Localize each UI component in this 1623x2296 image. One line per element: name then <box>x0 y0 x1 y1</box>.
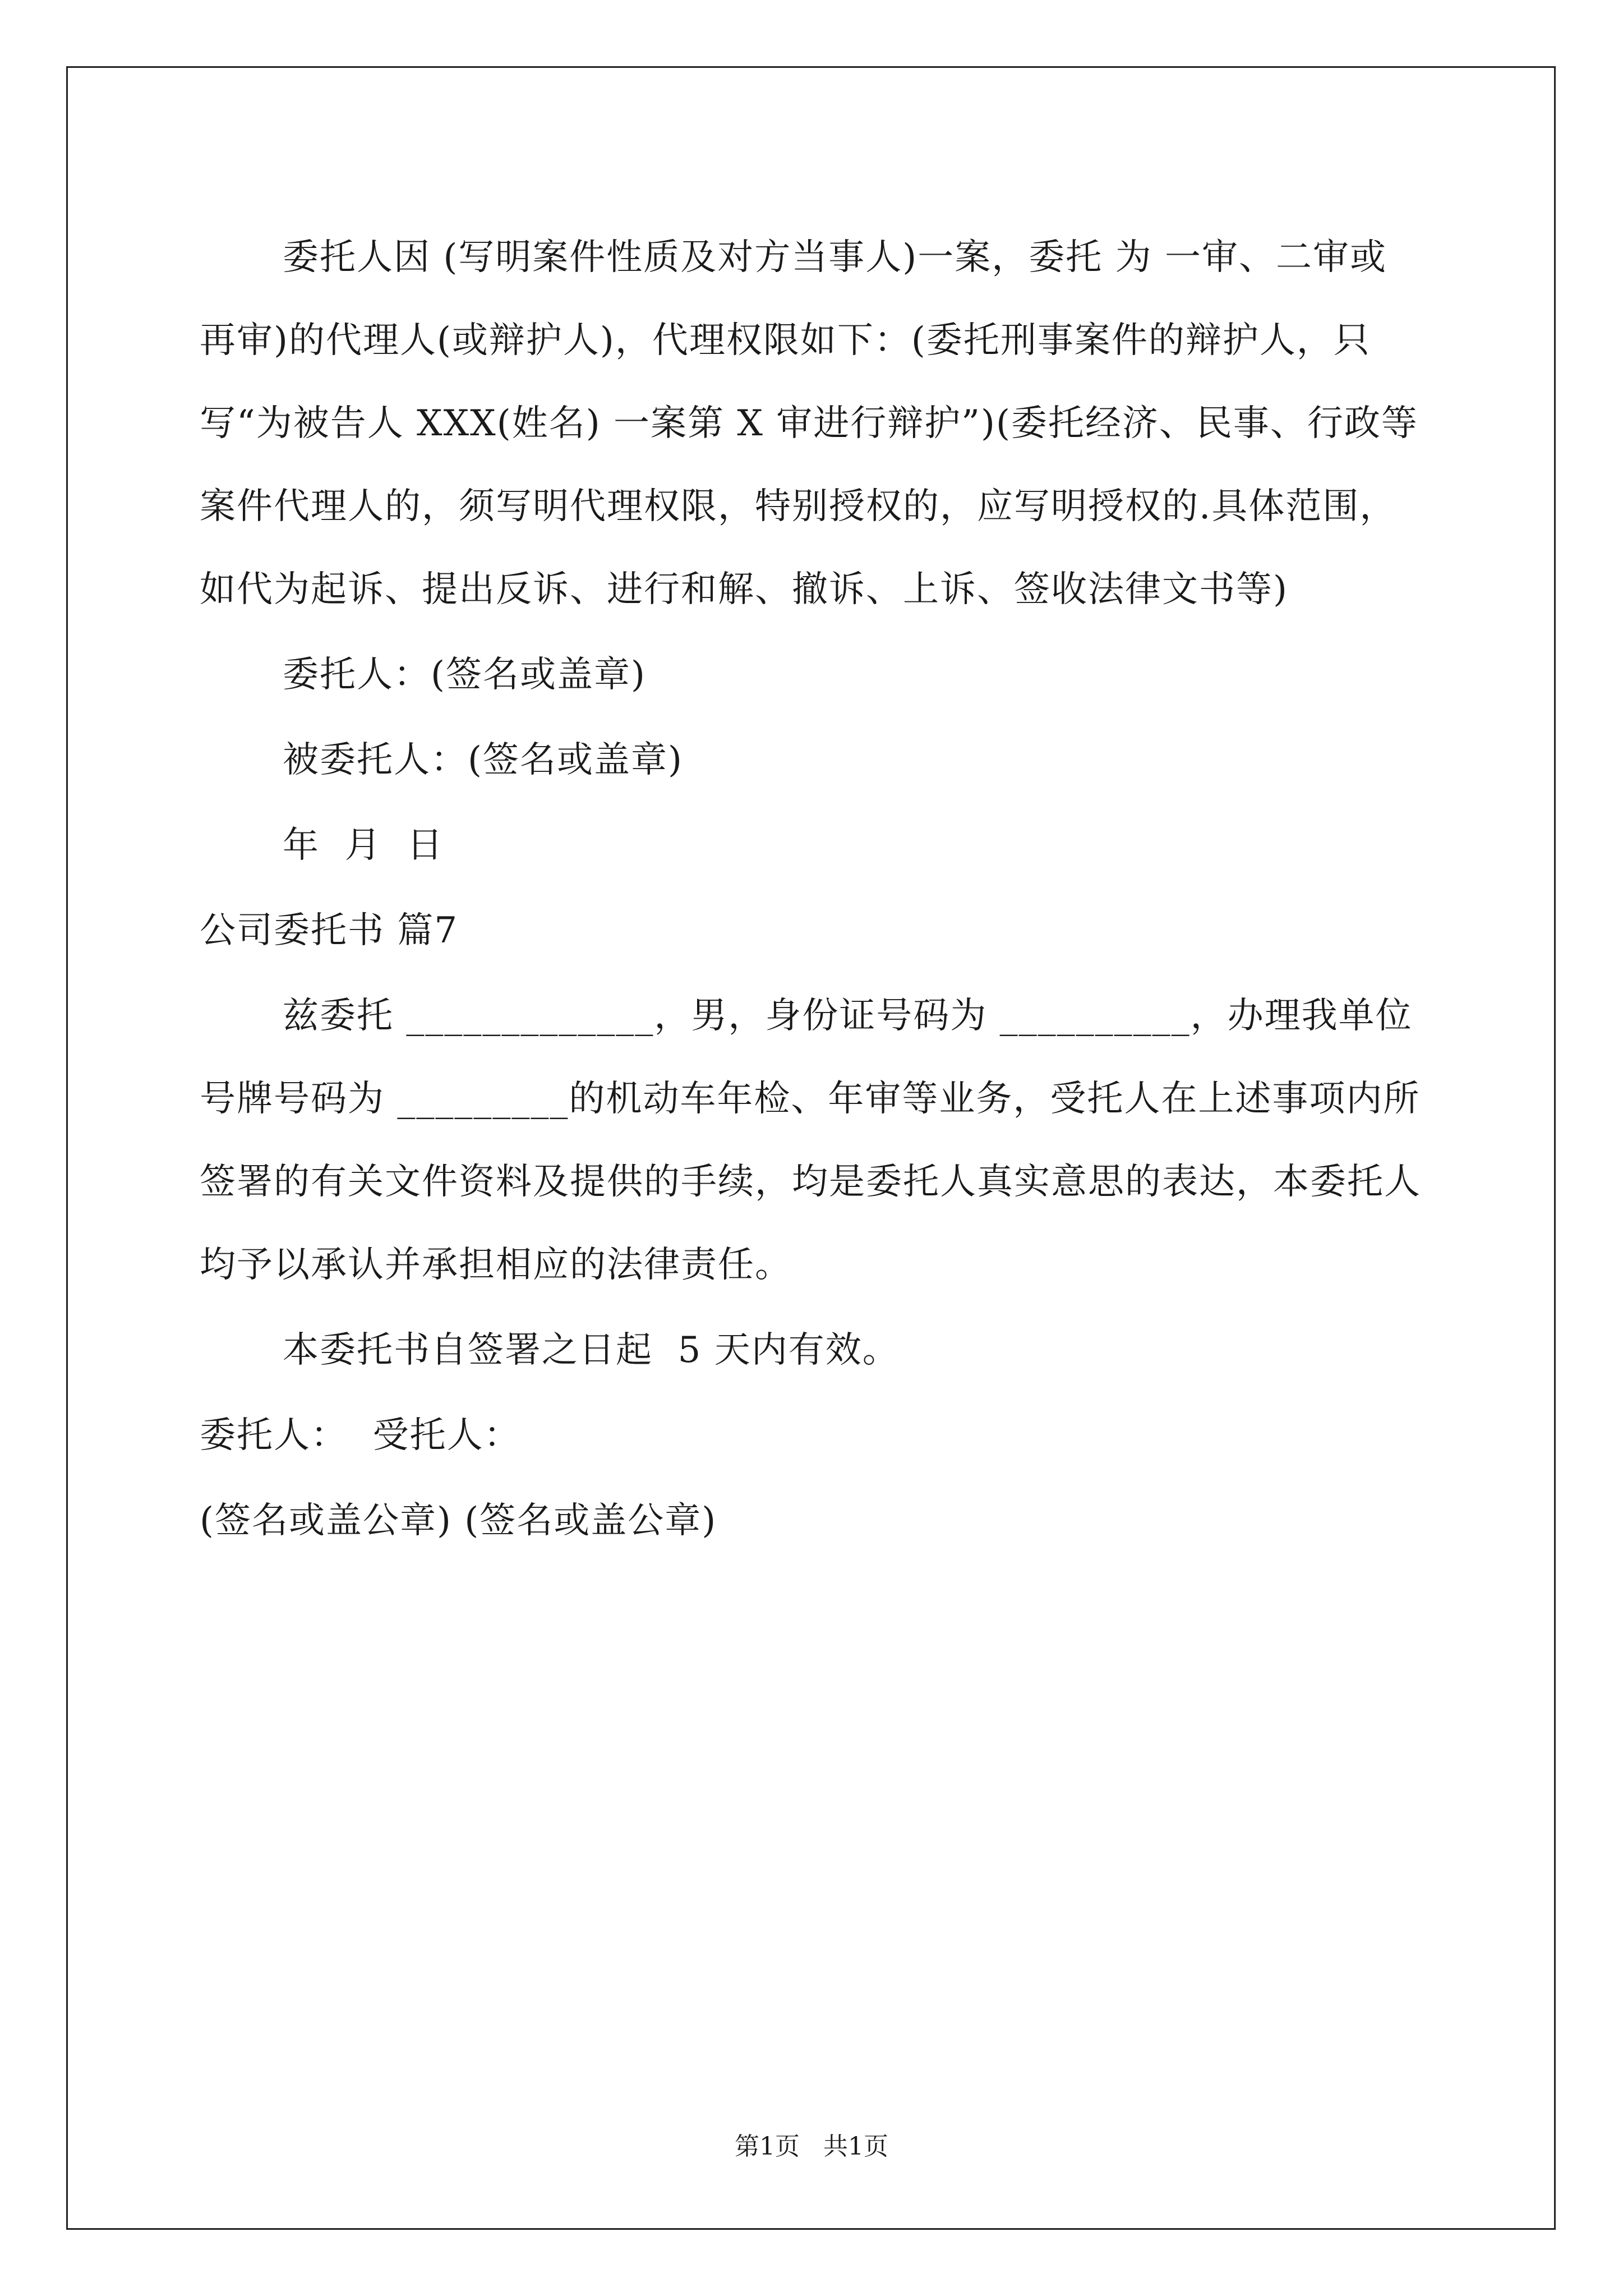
paragraph-vehicle-authorization: 兹委托 _____________，男，身份证号码为 __________，办理我单位号牌号码为 _________的机动车年检、年审等业务，受托人在上述事项内所签署的有关文件资料及提供的手续，均是委托人真实意思的表达，本委托人均予以承认并承担相应的法律责任。 <box>200 995 1421 1286</box>
paragraph-seals: (签名或盖公章) (签名或盖公章) <box>200 1500 717 1542</box>
section-heading: 公司委托书 篇7 <box>200 910 459 951</box>
paragraph-parties: 委托人： 受托人： <box>200 1415 521 1456</box>
paragraph-date: 年 月 日 <box>283 825 444 866</box>
paragraph-authorization-scope: 委托人因 (写明案件性质及对方当事人)一案，委托 为 一审、二审或再审)的代理人(或辩护人)，代理权限如下：(委托刑事案件的辩护人，只写“为被告人 XXX(姓名) 一案第 X 审进行辩护”)(委托经济、民事、行政等案件代理人的，须写明代理权限，特别授权的，应写明授权的.具体范围，如代为起诉、提出反诉、进行和解、撤诉、上诉、签收法律文书等) <box>200 237 1418 610</box>
document-body <box>200 216 1422 1565</box>
paragraph-agent-signature: 被委托人：(签名或盖章) <box>283 739 683 781</box>
paragraph-principal-signature: 委托人：(签名或盖章) <box>283 654 646 696</box>
page-footer: 第1页 共1页 <box>735 2132 888 2161</box>
paragraph-validity: 本委托书自签署之日起 5 天内有效。 <box>283 1329 900 1371</box>
